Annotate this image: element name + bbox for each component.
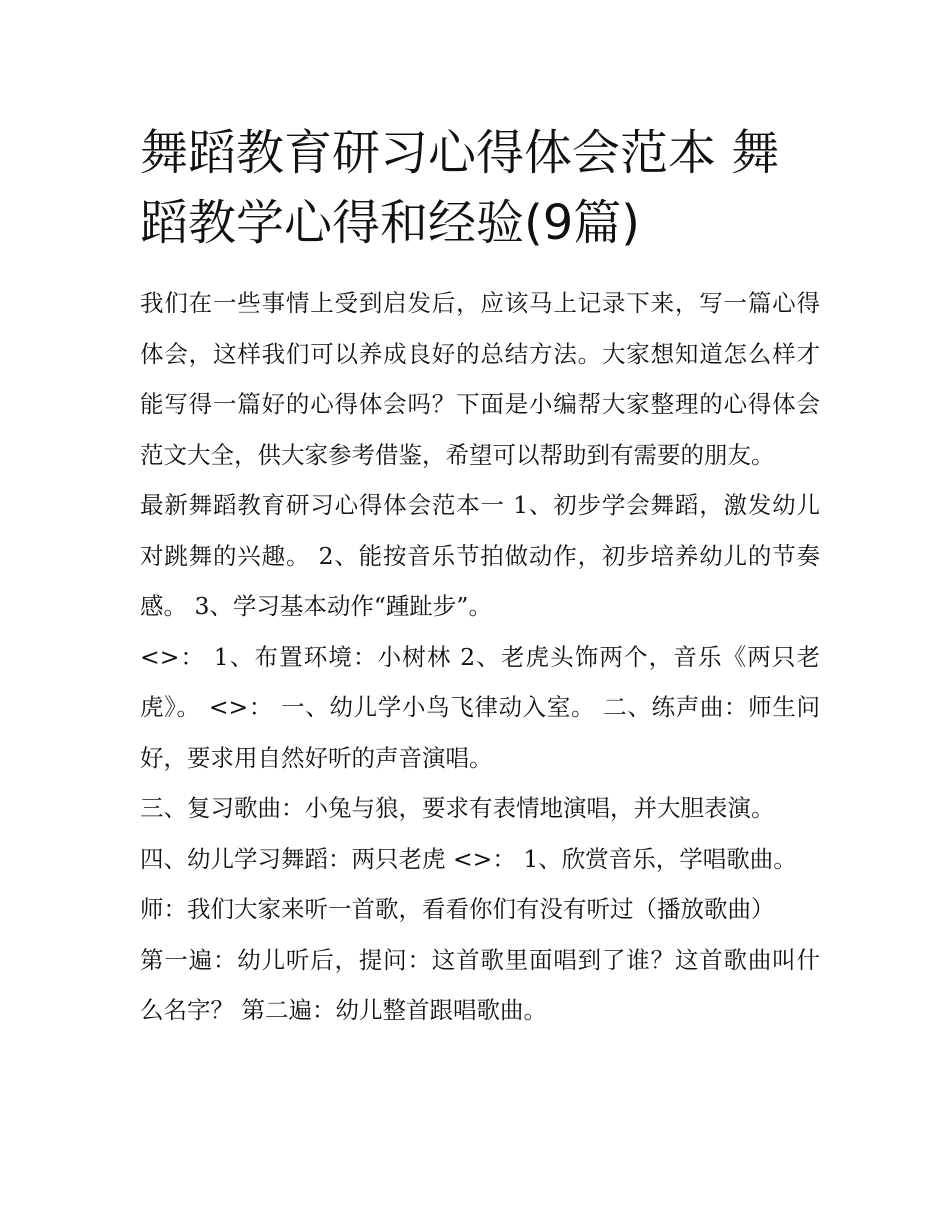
intro-paragraph: 我们在一些事情上受到启发后，应该马上记录下来，写一篇心得体会，这样我们可以养成良好的总结方法。大家想知道怎么样才能写得一篇好的心得体会吗？下面是小编帮大家整理的心得体会范文大全，供大家参考借鉴，希望可以帮助到有需要的朋友。 — [140, 289, 820, 469]
teacher-dialogue-paragraph: 师：我们大家来听一首歌，看看你们有没有听过（播放歌曲） — [140, 895, 775, 923]
document-title: 舞蹈教育研习心得体会范本 舞蹈教学心得和经验(9篇) — [140, 125, 780, 251]
preparation-paragraph: <>： 1、布置环境：小树林 2、老虎头饰两个，音乐《两只老虎》。 <>： 一、幼儿学小鸟飞律动入室。 二、练声曲：师生问好，要求用自然好听的声音演唱。 — [140, 642, 820, 772]
document-body — [140, 278, 820, 1036]
dance-learning-paragraph: 四、幼儿学习舞蹈：两只老虎 <>： 1、欣赏音乐，学唱歌曲。 — [140, 844, 797, 873]
review-paragraph: 三、复习歌曲：小兔与狼，要求有表情地演唱，并大胆表演。 — [140, 794, 775, 822]
goals-paragraph: 最新舞蹈教育研习心得体会范本一 1、初步学会舞蹈，激发幼儿对跳舞的兴趣。 2、能按音乐节拍做动作，初步培养幼儿的节奏感。 3、学习基本动作“踵趾步”。 — [140, 491, 820, 620]
listening-steps-paragraph: 第一遍：幼儿听后，提问：这首歌里面唱到了谁？这首歌曲叫什么名字？ 第二遍：幼儿整首跟唱歌曲。 — [140, 945, 820, 1024]
